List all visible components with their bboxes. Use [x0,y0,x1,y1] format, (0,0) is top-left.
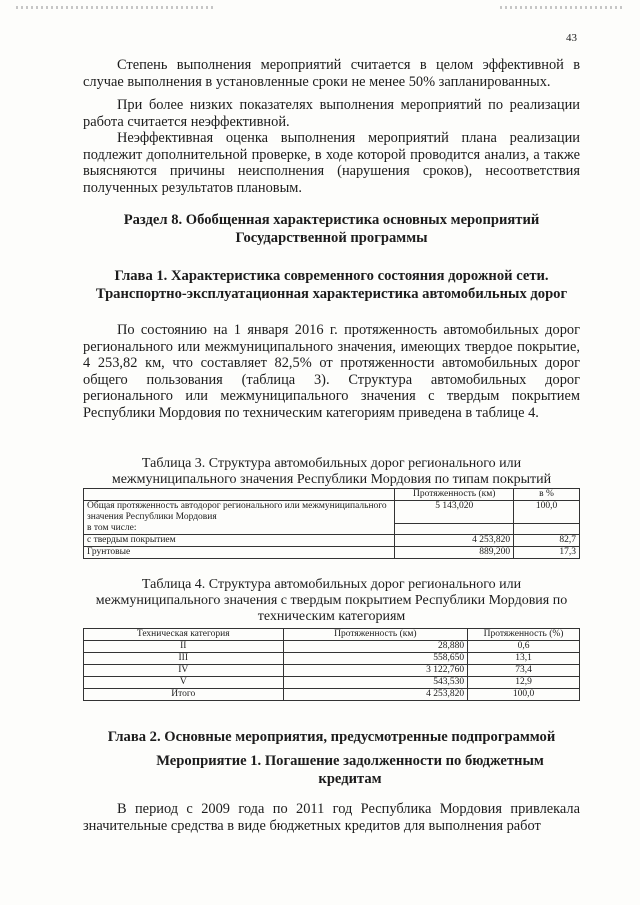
table-cell: II [84,641,284,653]
chapter-1-paragraph: По состоянию на 1 января 2016 г. протяженность автомобильных дорог регионального или межмуниципального значения, имеющих твердое покрытие, 4 253,82 км, что составляет 82,5% от протяженности автомобильных дорог общего пользования (таблица 3). Структура автомобильных дорог регионального или межмуниципального значения с твердым покрытием Республики Мордовия по техническим категориям приведена в таблице 4. [83,322,580,421]
table-row [84,689,580,701]
table-3-caption: Таблица 3. Структура автомобильных дорог регионального или межмуниципального значения Республики Мордовия по типам покрытий [111,456,552,487]
column-header: Протяженность (%) [468,629,580,641]
table-cell [84,489,395,501]
measure-1-title: Мероприятие 1. Погашение задолженности по бюджетным кредитам [156,753,544,787]
table-cell: V [84,677,284,689]
chapter-2-title: Глава 2. Основные мероприятия, предусмотренные подпрограммой [107,729,556,745]
table-cell: 3 122,760 [283,665,468,677]
table-cell: 12,9 [468,677,580,689]
table-row [84,629,580,641]
scan-artifact-right [500,6,625,9]
intro-paragraph-2: При более низких показателях выполнения мероприятий по реализации работа считается неэффективной. [83,97,580,130]
table-cell: 0,6 [468,641,580,653]
table-cell: Грунтовые [84,547,395,559]
column-header: в % [514,489,580,501]
table-cell: 543,530 [283,677,468,689]
table-cell: 5 143,020 [395,501,514,524]
table-cell: Итого [84,689,284,701]
table-row [84,641,580,653]
chapter-1-title: Глава 1. Характеристика современного состояния дорожной сети. Транспортно-эксплуатационная характеристика автомобильных дорог [95,268,568,302]
page-number: 43 [566,32,577,44]
scan-artifact-left [16,6,216,9]
table-row [84,489,580,501]
table-4-caption: Таблица 4. Структура автомобильных дорог регионального или межмуниципального значения с твердым покрытием Республики Мордовия по техническим категориям [95,577,568,624]
table-cell: 100,0 [468,689,580,701]
table-3 [83,488,580,559]
table-row [84,653,580,665]
table-4 [83,628,580,701]
table-cell: 17,3 [514,547,580,559]
table-row [84,547,580,559]
table-cell [395,523,514,535]
table-cell: 73,4 [468,665,580,677]
table-cell: с твердым покрытием [84,535,395,547]
table-row [84,535,580,547]
table-row [84,665,580,677]
measure-1-paragraph: В период с 2009 года по 2011 год Республика Мордовия привлекала значительные средства в виде бюджетных кредитов для выполнения работ [83,801,580,834]
intro-paragraph-1: Степень выполнения мероприятий считается в целом эффективной в случае выполнения в установленные сроки не менее 50% запланированных. [83,57,580,90]
table-cell: 558,650 [283,653,468,665]
table-row [84,523,580,535]
table-cell: IV [84,665,284,677]
section-8-title: Раздел 8. Обобщенная характеристика основных мероприятий Государственной программы [123,212,540,246]
table-cell [514,523,580,535]
table-cell: 28,880 [283,641,468,653]
table-cell: 4 253,820 [283,689,468,701]
table-cell: 4 253,820 [395,535,514,547]
table-cell: в том числе: [84,523,395,535]
column-header: Протяженность (км) [395,489,514,501]
table-cell: 100,0 [514,501,580,524]
column-header: Протяженность (км) [283,629,468,641]
table-row [84,677,580,689]
column-header: Техническая категория [84,629,284,641]
table-cell: 13,1 [468,653,580,665]
intro-paragraph-3: Неэффективная оценка выполнения мероприятий плана реализации подлежит дополнительной проверке, в ходе которой проводится анализ, а также выясняются причины неисполнения (нарушения сроков), несоответствия полученных результатов плановым. [83,130,580,196]
table-row [84,501,580,524]
table-cell: III [84,653,284,665]
table-cell: 82,7 [514,535,580,547]
table-cell: 889,200 [395,547,514,559]
table-cell: Общая протяженность автодорог регионального или межмуниципального значения Республики Мордовия [84,501,395,524]
